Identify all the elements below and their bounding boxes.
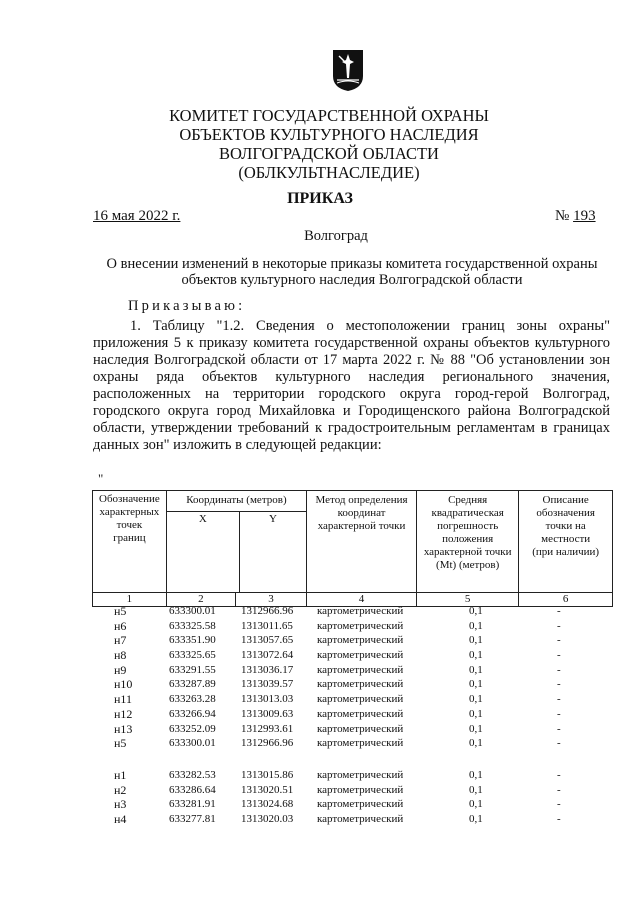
table-row	[92, 633, 613, 648]
method-cell: картометрический	[317, 722, 404, 735]
point-id-cell: н8	[114, 648, 127, 663]
method-cell: картометрический	[317, 663, 404, 676]
point-id-cell: н12	[114, 706, 133, 721]
order-number-prefix: №	[555, 208, 570, 224]
point-id-cell: н2	[114, 782, 127, 797]
coord-x-cell: 633277.81	[169, 812, 216, 825]
coord-y-cell: 1312993.61	[241, 722, 294, 735]
coord-x-cell: 633281.91	[169, 798, 216, 811]
method-cell: картометрический	[317, 768, 404, 781]
error-cell: 0,1	[469, 605, 483, 617]
description-cell: -	[557, 707, 561, 720]
coord-y-cell: 1313039.57	[241, 678, 294, 691]
org-line-2: ОБЪЕКТОВ КУЛЬТУРНОГО НАСЛЕДИЯ	[179, 125, 479, 144]
col-number-5: 5	[417, 593, 519, 607]
description-cell: -	[557, 812, 561, 825]
organization-name	[0, 106, 640, 182]
point-id-cell: н3	[114, 797, 127, 812]
error-cell: 0,1	[469, 737, 483, 750]
table-row	[92, 783, 613, 798]
coord-x-cell: 633282.53	[169, 768, 216, 781]
error-cell: 0,1	[469, 783, 483, 796]
coord-x-cell: 633291.55	[169, 663, 216, 676]
coord-x-cell: 633325.65	[169, 649, 216, 662]
table-row	[92, 812, 613, 827]
table-row	[92, 604, 613, 619]
point-id-cell: н9	[114, 662, 127, 677]
header-error: Средняя квадратическая погрешность положения характерной точки (Mt) (метров)	[417, 491, 519, 593]
coord-x-cell: 633287.89	[169, 678, 216, 691]
error-cell: 0,1	[469, 663, 483, 676]
coordinates-table-header	[92, 490, 613, 607]
coat-of-arms-icon	[331, 48, 365, 92]
table-row	[92, 619, 613, 634]
description-cell: -	[557, 663, 561, 676]
point-id-cell: н5	[114, 604, 127, 618]
col-number-2: 2	[166, 593, 235, 607]
coord-x-cell: 633252.09	[169, 722, 216, 735]
description-cell: -	[557, 605, 561, 617]
method-cell: картометрический	[317, 737, 404, 750]
coord-y-cell: 1312966.96	[241, 605, 294, 617]
description-cell: -	[557, 798, 561, 811]
order-body	[93, 318, 610, 454]
method-cell: картометрический	[317, 798, 404, 811]
order-date	[93, 208, 180, 225]
order-number-value: 193	[573, 208, 596, 224]
header-method: Метод определения координат характерной точки	[307, 491, 417, 593]
description-cell: -	[557, 619, 561, 632]
order-number	[555, 208, 596, 225]
header-coordinates-title: Координаты (метров)	[186, 494, 287, 506]
table-row	[92, 797, 613, 812]
coord-y-cell: 1313015.86	[241, 768, 294, 781]
coord-y-cell: 1313009.63	[241, 707, 294, 720]
coord-x-cell: 633263.28	[169, 693, 216, 706]
method-cell: картометрический	[317, 812, 404, 825]
description-cell: -	[557, 737, 561, 750]
coord-x-cell: 633300.01	[169, 737, 216, 750]
table-row	[92, 722, 613, 737]
coord-y-cell: 1313057.65	[241, 634, 294, 647]
description-cell: -	[557, 693, 561, 706]
col-number-1: 1	[93, 593, 167, 607]
order-date-value: 16 мая 2022 г.	[93, 208, 181, 224]
table-row	[92, 677, 613, 692]
error-cell: 0,1	[469, 634, 483, 647]
col-number-4: 4	[307, 593, 417, 607]
point-id-cell: н1	[114, 767, 127, 782]
point-id-cell: н4	[114, 811, 127, 826]
point-id-cell: н5	[114, 736, 127, 751]
coord-y-cell: 1313036.17	[241, 663, 294, 676]
header-x: X	[167, 512, 240, 592]
point-id-cell: н11	[114, 692, 132, 707]
method-cell: картометрический	[317, 634, 404, 647]
header-coordinates	[166, 491, 306, 593]
coord-x-cell: 633286.64	[169, 783, 216, 796]
point-id-cell: н13	[114, 721, 133, 736]
coord-y-cell: 1313024.68	[241, 798, 294, 811]
header-point-id: Обозначение характерных точек границ	[93, 491, 167, 593]
org-line-4: (ОБЛКУЛЬТНАСЛЕДИЕ)	[238, 163, 420, 182]
coord-y-cell: 1313072.64	[241, 649, 294, 662]
coord-y-cell: 1312966.96	[241, 737, 294, 750]
error-cell: 0,1	[469, 812, 483, 825]
point-group-1	[92, 604, 613, 751]
coord-x-cell: 633300.01	[169, 605, 216, 617]
org-line-3: ВОЛГОГРАДСКОЙ ОБЛАСТИ	[219, 144, 439, 163]
coord-x-cell: 633266.94	[169, 707, 216, 720]
coord-y-cell: 1313020.51	[241, 783, 294, 796]
coord-y-cell: 1313020.03	[241, 812, 294, 825]
table-row	[92, 736, 613, 751]
method-cell: картометрический	[317, 619, 404, 632]
coord-x-cell: 633351.90	[169, 634, 216, 647]
coord-x-cell: 633325.58	[169, 619, 216, 632]
header-description: Описание обозначения точки на местности (при наличии)	[519, 491, 613, 593]
paragraph-1: 1. Таблицу "1.2. Сведения о местоположении границ зоны охраны" приложения 5 к приказу комитета государственной охраны объектов культурного наследия Волгоградской области от 17 марта 2022 г. № 88 "Об установлении зон охраны ряда объектов культурного наследия регионального значения, расположенных на территории городского округа город-герой Волгоград, городского округа город Михайловка и Городищенского района Волгоградской области, утверждении требований к градостроительным регламентам в границах данных зон" изложить в следующей редакции:	[93, 318, 610, 453]
ordering-word: Приказываю:	[128, 298, 246, 314]
method-cell: картометрический	[317, 649, 404, 662]
coordinates-table-body	[92, 604, 613, 827]
point-id-cell: н7	[114, 633, 127, 648]
method-cell: картометрический	[317, 693, 404, 706]
point-group-2	[92, 768, 613, 827]
point-id-cell: н10	[114, 677, 133, 692]
method-cell: картометрический	[317, 605, 404, 617]
description-cell: -	[557, 649, 561, 662]
error-cell: 0,1	[469, 722, 483, 735]
org-line-1: КОМИТЕТ ГОСУДАРСТВЕННОЙ ОХРАНЫ	[169, 106, 489, 125]
coord-y-cell: 1313011.65	[241, 619, 293, 632]
error-cell: 0,1	[469, 798, 483, 811]
point-id-cell: н6	[114, 618, 127, 633]
description-cell: -	[557, 768, 561, 781]
table-row	[92, 663, 613, 678]
document-type: ПРИКАЗ	[287, 190, 353, 207]
table-row	[92, 648, 613, 663]
order-subject: О внесении изменений в некоторые приказы комитета государственной охраны объектов культурного наследия Волгоградской области	[106, 256, 598, 288]
description-cell: -	[557, 783, 561, 796]
description-cell: -	[557, 678, 561, 691]
method-cell: картометрический	[317, 678, 404, 691]
quote-open: "	[98, 471, 104, 486]
method-cell: картометрический	[317, 707, 404, 720]
description-cell: -	[557, 722, 561, 735]
error-cell: 0,1	[469, 707, 483, 720]
error-cell: 0,1	[469, 693, 483, 706]
error-cell: 0,1	[469, 768, 483, 781]
description-cell: -	[557, 634, 561, 647]
table-row	[92, 707, 613, 722]
table-row	[92, 768, 613, 783]
method-cell: картометрический	[317, 783, 404, 796]
group-separator	[92, 751, 613, 768]
error-cell: 0,1	[469, 649, 483, 662]
coord-y-cell: 1313013.03	[241, 693, 294, 706]
table-row	[92, 692, 613, 707]
col-number-3: 3	[235, 593, 306, 607]
header-y: Y	[268, 513, 277, 525]
error-cell: 0,1	[469, 619, 483, 632]
col-number-6: 6	[519, 593, 613, 607]
order-city: Волгоград	[304, 228, 368, 244]
error-cell: 0,1	[469, 678, 483, 691]
